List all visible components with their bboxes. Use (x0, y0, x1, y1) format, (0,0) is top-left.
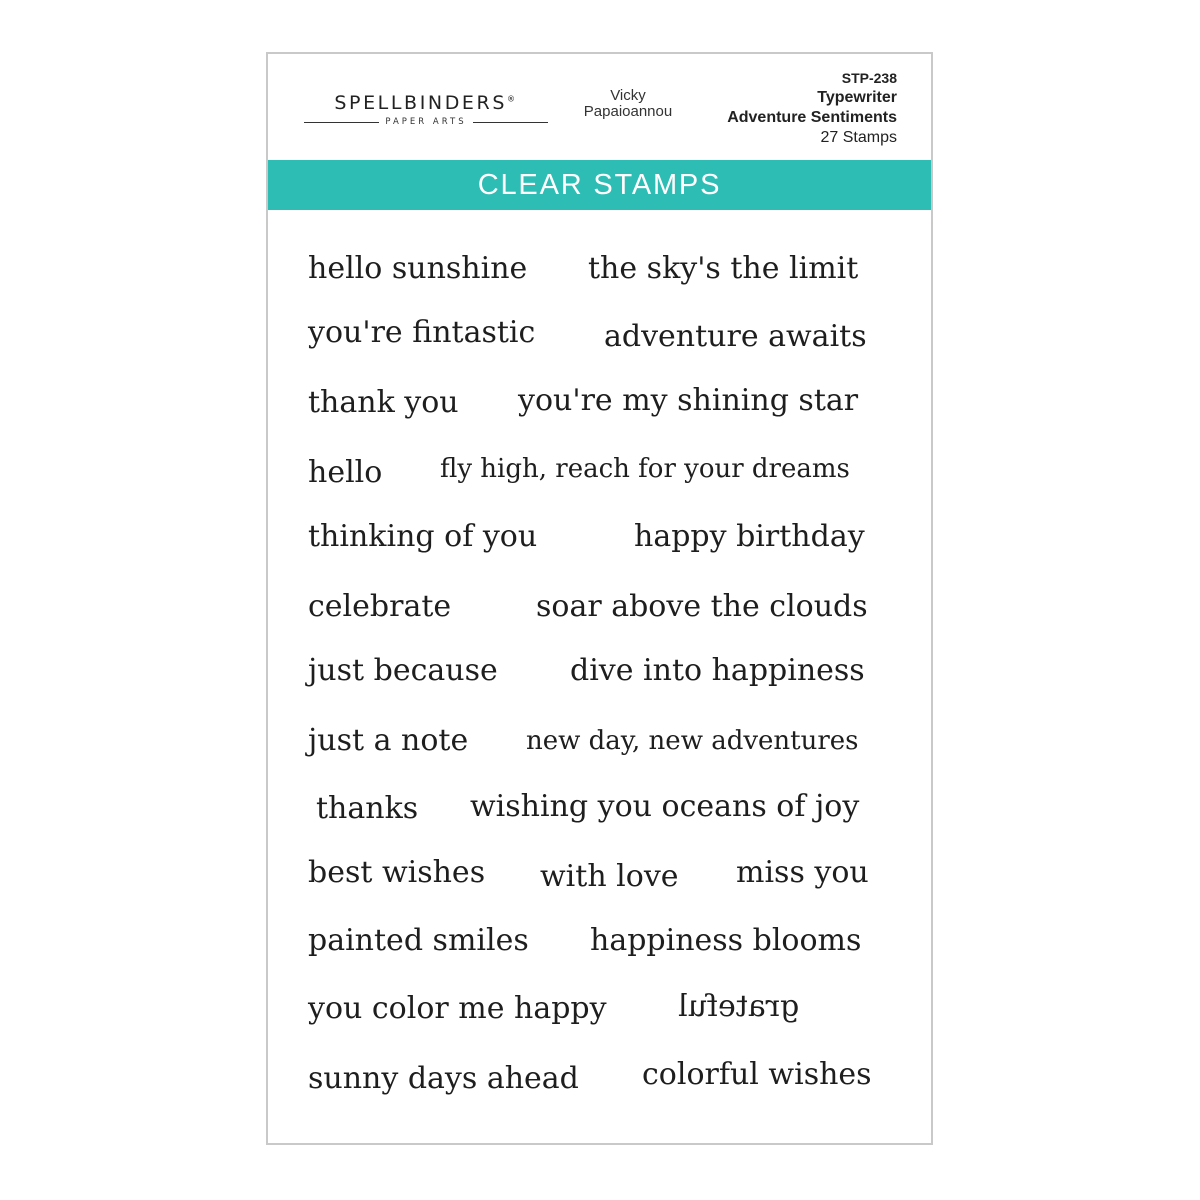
stamp-painted-smiles: painted smiles (308, 923, 529, 958)
product-title-line1: Typewriter (817, 89, 897, 106)
stamp-hello-sunshine: hello sunshine (308, 251, 528, 286)
stamp-thank-you: thank you (308, 385, 459, 420)
stamp-youre-my-shining-star: you're my shining star (518, 383, 859, 418)
stamp-new-day-new-adventures: new day, new adventures (526, 726, 859, 756)
brand-logo (304, 92, 548, 127)
stamp-you-color-me-happy: you color me happy (308, 991, 607, 1026)
brand-rule-right (473, 122, 548, 123)
registered-mark: ® (507, 94, 518, 104)
designer-last-name: Papaioannou (583, 103, 673, 120)
banner-label: CLEAR STAMPS (477, 168, 722, 201)
product-info (727, 68, 897, 148)
stamp-miss-you: miss you (736, 855, 869, 890)
stamp-with-love: with love (540, 859, 679, 894)
product-title-line2: Adventure Sentiments (727, 109, 897, 126)
stamp-soar-above-the-clouds: soar above the clouds (536, 589, 868, 624)
brand-subtitle: PAPER ARTS (385, 117, 467, 127)
stamp-hello: hello (308, 455, 383, 490)
stamp-dive-into-happiness: dive into happiness (570, 653, 865, 688)
stamp-happiness-blooms: happiness blooms (590, 923, 862, 958)
brand-name: SPELLBINDERS (334, 92, 508, 114)
product-sku: STP-238 (841, 70, 897, 86)
stamp-best-wishes: best wishes (308, 855, 486, 890)
stamp-package (266, 52, 933, 1145)
stamp-sunny-days-ahead: sunny days ahead (308, 1061, 579, 1096)
stamp-fly-high-reach-for-your-dreams: fly high, reach for your dreams (440, 454, 850, 484)
stamp-celebrate: celebrate (308, 589, 452, 624)
package-header (268, 54, 931, 160)
stamp-adventure-awaits: adventure awaits (604, 319, 867, 354)
stamp-the-skys-the-limit: the sky's the limit (588, 251, 859, 286)
clear-stamps-banner (268, 160, 931, 210)
stamp-just-because: just because (308, 653, 498, 688)
stamp-grateful-mirrored: grateful (678, 989, 800, 1024)
stamp-sheet (268, 210, 931, 1145)
product-count: 27 Stamps (820, 129, 897, 146)
stamp-thinking-of-you: thinking of you (308, 519, 538, 554)
brand-rule-left (304, 122, 379, 123)
stamp-thanks: thanks (316, 791, 419, 826)
stamp-wishing-you-oceans-of-joy: wishing you oceans of joy (470, 789, 860, 824)
designer-first-name: Vicky (610, 87, 646, 104)
designer-name (568, 88, 688, 120)
stamp-colorful-wishes: colorful wishes (642, 1057, 872, 1092)
stamp-just-a-note: just a note (308, 723, 469, 758)
stamp-youre-fintastic: you're fintastic (308, 315, 536, 350)
stamp-happy-birthday: happy birthday (634, 519, 865, 554)
